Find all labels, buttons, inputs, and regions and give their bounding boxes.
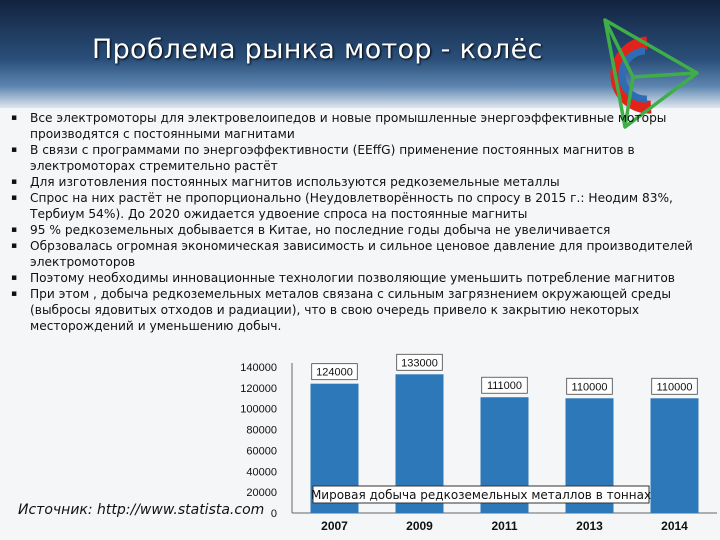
y-tick-label: 80000 [246,424,277,437]
bullet-text: В связи с программами по энергоэффективности (EEffG) применение постоянных магнитов в электромоторах стремительно растёт [30,143,635,173]
x-tick-label: 2011 [491,519,518,533]
bullet-marker: ▪ [11,225,18,235]
y-tick-label: 140000 [240,362,277,374]
bullet-text: Спрос на них растёт не пропорционально (Неудовлетворённость по спросу в 2015 г.: Неодим 83%, Тербиум 54%). До 2020 ожидается удвоение спроса на постоянные магниты [30,191,673,221]
data-label: 111000 [486,380,523,393]
data-label: 110000 [656,381,693,394]
slide-title: Проблема рынка мотор - колёс [92,34,543,65]
bullet-marker: ▪ [11,193,18,203]
x-tick-label: 2013 [576,519,603,533]
bullet-text: Поэтому необходимы инновационные технологии позволяющие уменьшить потребление магнитов [30,271,675,285]
bullet-marker: ▪ [11,145,18,155]
chart-title: Мировая добыча редкоземельных металлов в тоннах [310,488,652,502]
y-tick-label: 20000 [246,487,277,500]
bullet-marker: ▪ [11,241,18,251]
bullet-text: 95 % редкоземельных добывается в Китае, но последние годы добыча не увеличивается [30,223,611,237]
data-label: 124000 [316,366,353,379]
data-label: 110000 [571,381,608,394]
bullet-marker: ▪ [11,289,18,299]
x-tick-label: 2009 [406,519,433,533]
y-tick-label: 60000 [246,445,277,458]
bar [651,398,699,513]
x-tick-label: 2007 [321,519,348,533]
bullet-text: При этом , добыча редкоземельных металов связана с сильным загрязнением окружающей среды (выбросы ядовитых отходов и радиации), что в свою очередь привело к закрытию некоторых месторождений и уменьшению добыч. [30,287,672,333]
bullet-marker: ▪ [11,177,18,187]
y-tick-label: 100000 [240,403,277,416]
bullet-text: Все электромоторы для электровелоипедов и новые промышленные энергоэффективные моторы производятся с постоянными магнитами [30,111,667,141]
x-tick-label: 2014 [661,519,688,533]
y-tick-label: 120000 [240,382,277,395]
bullet-marker: ▪ [11,273,18,283]
data-label: 133000 [401,357,438,370]
bullet-text: Обрзовалась огромная экономическая зависимость и сильное ценовое давление для производителей электромоторов [30,239,693,269]
bullet-marker: ▪ [11,113,18,123]
bullet-text: Для изготовления постоянных магнитов используются редкоземельные металлы [30,175,560,189]
y-tick-label: 0 [270,508,277,520]
source-citation: Источник: http://www.statista.com [18,502,265,518]
y-tick-label: 40000 [246,466,277,479]
